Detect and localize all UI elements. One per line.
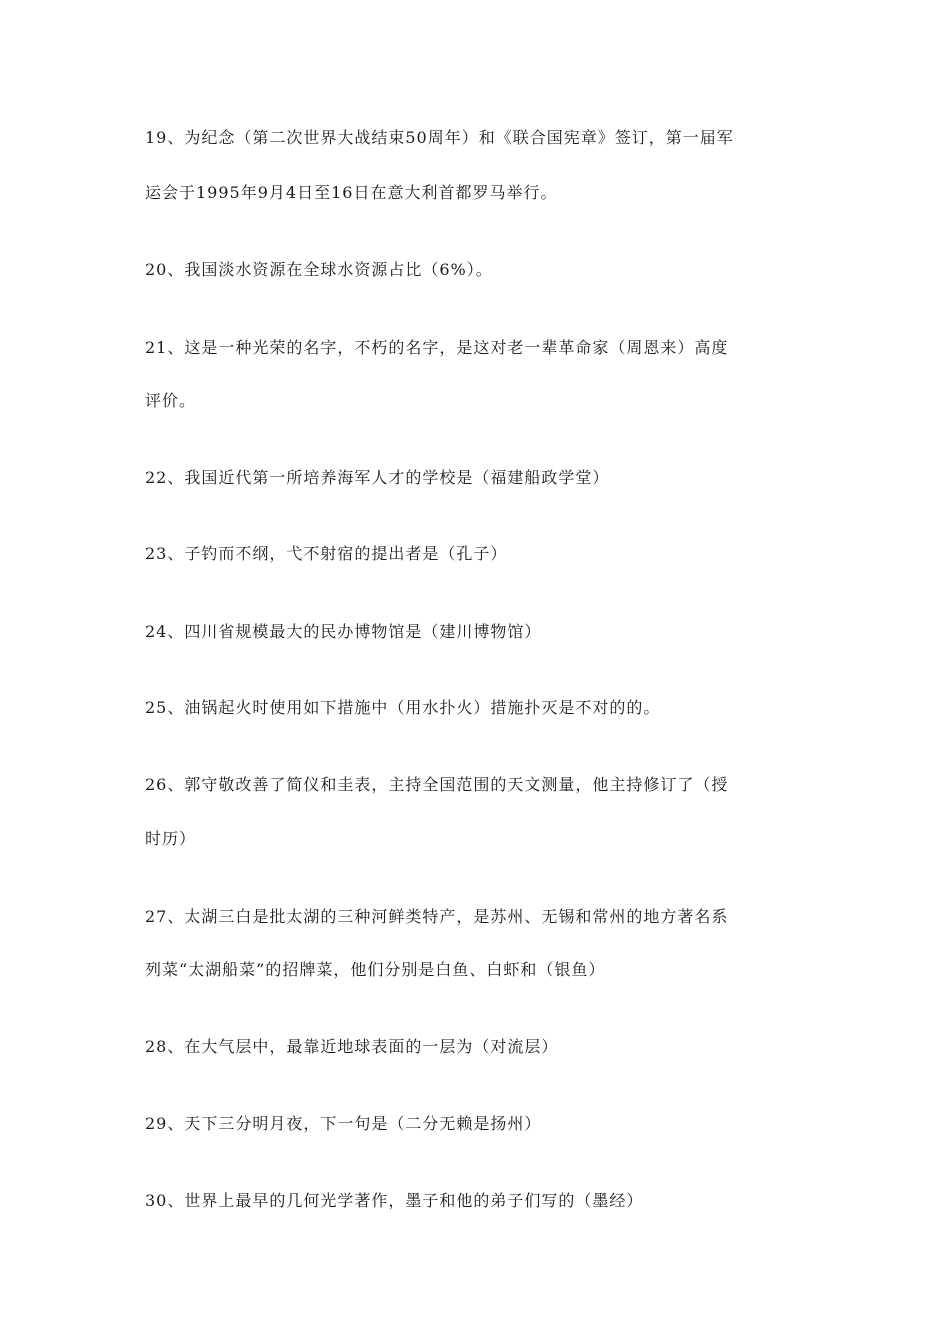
item-20-line-1: 20、我国淡水资源在全球水资源占比（6%）。 — [145, 260, 493, 279]
item-21-line-2: 评价。 — [145, 391, 197, 410]
item-19-line-1: 19、为纪念（第二次世界大战结束50周年）和《联合国宪章》签订，第一届军 — [145, 128, 734, 147]
item-24-line-1: 24、四川省规模最大的民办博物馆是（建川博物馆） — [145, 622, 542, 641]
item-25-line-1: 25、油锅起火时使用如下措施中（用水扑火）措施扑灭是不对的的。 — [145, 698, 661, 717]
item-19-line-2: 运会于1995年9月4日至16日在意大利首都罗马举行。 — [145, 183, 558, 202]
item-30-line-1: 30、世界上最早的几何光学著作，墨子和他的弟子们写的（墨经） — [145, 1191, 644, 1210]
item-23-line-1: 23、子钓而不纲，弋不射宿的提出者是（孔子） — [145, 544, 508, 563]
item-27-line-1: 27、太湖三白是批太湖的三种河鲜类特产，是苏州、无锡和常州的地方著名系 — [145, 907, 729, 926]
item-22-line-1: 22、我国近代第一所培养海军人才的学校是（福建船政学堂） — [145, 468, 610, 487]
item-29-line-1: 29、天下三分明月夜，下一句是（二分无赖是扬州） — [145, 1114, 542, 1133]
item-26-line-2: 时历） — [145, 829, 197, 848]
item-21-line-1: 21、这是一种光荣的名字，不朽的名字，是这对老一辈革命家（周恩来）高度 — [145, 338, 729, 357]
item-28-line-1: 28、在大气层中，最靠近地球表面的一层为（对流层） — [145, 1037, 559, 1056]
item-26-line-1: 26、郭守敬改善了简仪和圭表，主持全国范围的天文测量，他主持修订了（授 — [145, 775, 729, 794]
item-27-line-2: 列菜“太湖船菜”的招牌菜，他们分别是白鱼、白虾和（银鱼） — [145, 960, 606, 979]
